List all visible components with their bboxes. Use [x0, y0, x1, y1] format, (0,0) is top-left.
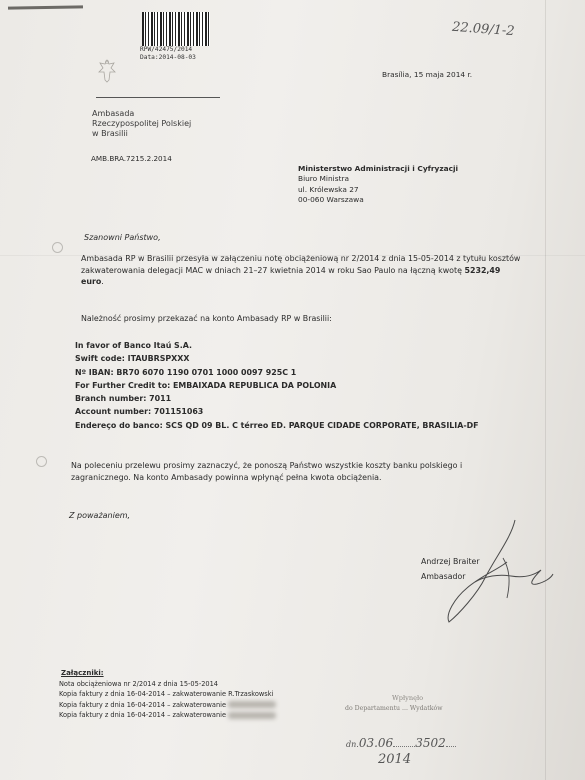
place-date: Brasília, 15 maja 2014 r. — [382, 70, 473, 79]
attachment-text: Kopia faktury z dnia 16-04-2014 – zakwaterowanie — [59, 700, 227, 709]
body-paragraph: Na poleceniu przelewu prosimy zaznaczyć, że ponoszą Państwo wszystkie koszty banku polskiego i zagranicznego. Na konto Ambasady powinna wpłynąć pełna kwota obciążenia. — [71, 461, 463, 482]
recipient-block — [298, 164, 458, 206]
dotted-line — [393, 746, 415, 747]
redaction — [228, 712, 276, 719]
bank-details — [75, 339, 479, 432]
header-rule — [96, 97, 220, 98]
salutation: Szanowni Państwo, — [84, 233, 161, 242]
signer-name: Andrzej Braiter — [421, 557, 480, 566]
bank-line: Branch number: 7011 — [75, 394, 172, 404]
sender-line: w Brasilii — [92, 129, 128, 138]
attachment-item: Nota obciążeniowa nr 2/2014 z dnia 15-05-2014 — [59, 680, 218, 688]
barcode — [142, 12, 210, 46]
receipt-stamp-department: do Departamentu ... Wydatków — [345, 705, 443, 712]
redaction — [228, 701, 276, 708]
recipient-line: Biuro Ministra — [298, 174, 350, 184]
body-text: Ambasada RP w Brasilii przesyła w załączeniu notę obciążeniową nr 2/2014 z dnia 15-05-2014 z tytułu kosztów zakwaterowania delegacji MAC w dniach 21–27 kwietnia 2014 w roku Sao Paulo na łączną kwotę — [81, 254, 521, 275]
recipient-line: ul. Królewska 27 — [298, 184, 359, 194]
sender-line: Ambasada — [92, 109, 135, 118]
handwritten-date — [346, 736, 456, 750]
bank-line: Nº IBAN: BR70 6070 1190 0701 1000 0097 925C 1 — [75, 367, 297, 377]
bank-line: For Further Credit to: EMBAIXADA REPUBLICA DA POLONIA — [75, 380, 337, 390]
date-day: 03.06 — [358, 736, 394, 750]
attachment-text: Kopia faktury z dnia 16-04-2014 – zakwaterowanie — [59, 711, 227, 720]
body-paragraph — [81, 253, 521, 288]
attachment-item — [59, 710, 276, 720]
reference-number: AMB.BRA.7215.2.2014 — [91, 154, 172, 163]
punch-hole — [52, 242, 63, 253]
body-paragraph: Należność prosimy przekazać na konto Ambasady RP w Brasilii: — [81, 314, 332, 323]
attachments-list — [59, 679, 276, 721]
barcode-text — [140, 46, 196, 62]
amount: 5232,49 euro — [81, 265, 501, 287]
handwritten-reference: 22.09/1-2 — [451, 19, 515, 40]
handwritten-year: 2014 — [378, 752, 412, 767]
bank-line: In favor of Banco Itaú S.A. — [75, 341, 192, 350]
bank-line: Endereço do banco: SCS QD 09 BL. C térreo ED. PARQUE CIDADE CORPORATE, BRASILIA-DF — [75, 420, 479, 430]
signer-block — [421, 554, 480, 584]
fold-line — [545, 0, 546, 780]
barcode-date: Data:2014-08-03 — [140, 54, 196, 61]
sender-line: Rzeczypospolitej Polskiej — [92, 119, 192, 128]
receipt-stamp-title: Wpłynęło — [392, 694, 424, 702]
attachment-item — [59, 700, 276, 710]
amount-suffix: . — [101, 277, 104, 287]
paper-edge — [8, 5, 83, 9]
dotted-line — [446, 746, 456, 747]
sender-block — [92, 109, 191, 139]
eagle-emblem-icon — [96, 58, 118, 84]
bank-line: Swift code: ITAUBRSPXXX — [75, 354, 190, 364]
attachment-item: Kopia faktury z dnia 16-04-2014 – zakwaterowanie R.Trzaskowski — [59, 690, 274, 699]
recipient-line: Ministerstwo Administracji i Cyfryzacji — [298, 164, 459, 173]
signer-title: Ambasador — [421, 572, 466, 581]
barcode-code: RPW/42475/2014 — [140, 46, 193, 53]
date-prefix: dn. — [346, 740, 359, 749]
closing: Z poważaniem, — [69, 511, 131, 520]
bank-line: Account number: 701151063 — [75, 407, 204, 417]
recipient-line: 00-060 Warszawa — [298, 195, 364, 205]
date-ref: 3502 — [415, 736, 446, 750]
attachments-heading: Załączniki: — [61, 669, 104, 677]
punch-hole — [36, 456, 47, 467]
